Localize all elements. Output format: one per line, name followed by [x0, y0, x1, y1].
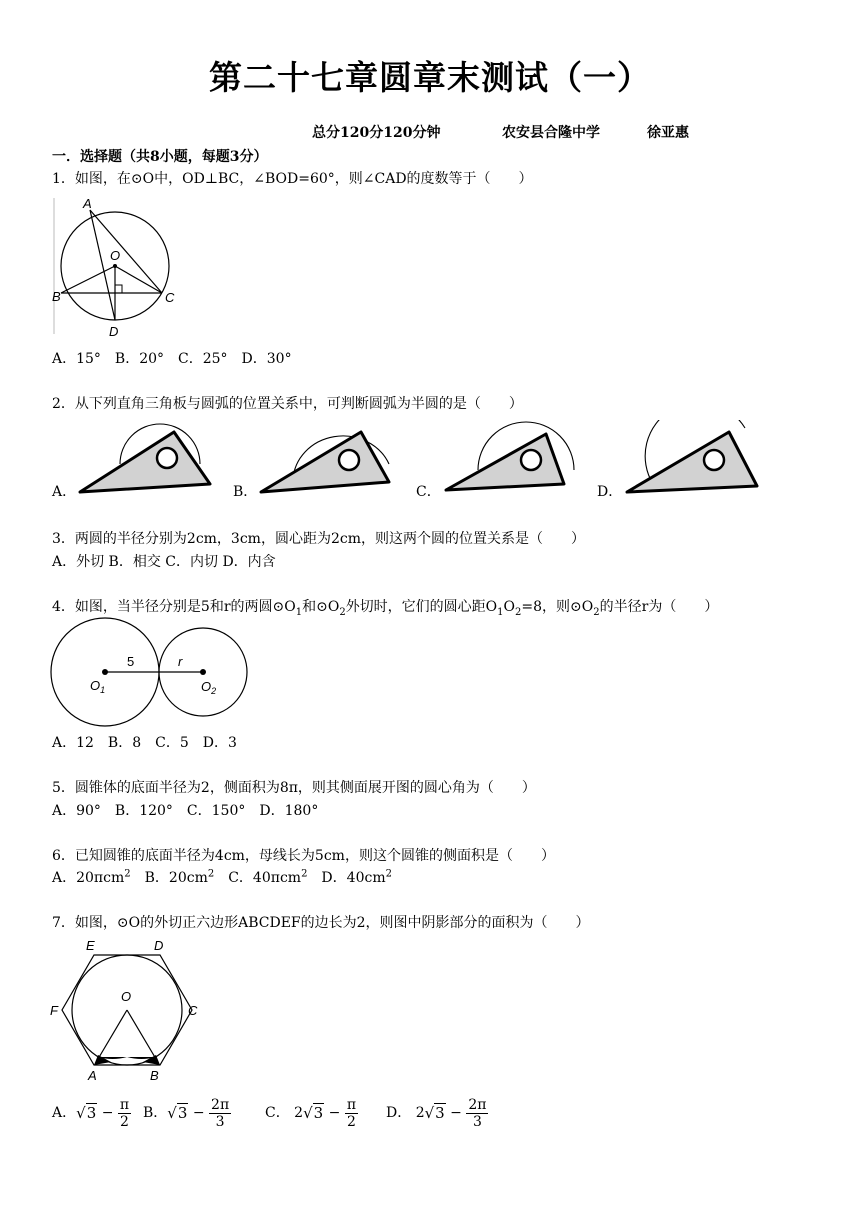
q7-label-f: F [50, 1003, 58, 1018]
q2-figure-d [617, 420, 767, 500]
total-score: 总分120分120分钟 [312, 125, 441, 141]
q2-figure-b [253, 420, 403, 500]
q4-label-5: 5 [127, 654, 135, 669]
q3-options: A．外切 B．相交 C．内切 D．内含 [52, 554, 276, 570]
q5-options: A．90° B．120° C．150° D．180° [52, 803, 319, 819]
q2-figure-a [72, 420, 222, 500]
q4-label-r: r [178, 654, 183, 669]
q1-label-o: O [110, 248, 121, 263]
q2-figure-c [436, 410, 586, 500]
q7-label-e: E [86, 938, 95, 953]
author-name: 徐亚惠 [647, 125, 689, 141]
q7-option-a[interactable]: A．√3 − $\frac{\pi}{2}$ [52, 1096, 130, 1130]
q7-label-d: D [154, 938, 164, 953]
q7-option-b[interactable]: B．√3 − $\frac{2\pi}{3}$ [143, 1096, 230, 1130]
q7-label-o: O [121, 989, 132, 1004]
q4-label-o2: $O_2$ [201, 679, 217, 696]
q1-label-b: B [52, 289, 61, 304]
q1-options: A．15° B．20° C．25° D．30° [52, 351, 292, 367]
q7-option-d[interactable]: D． 2√3 − $\frac{2\pi}{3}$ [386, 1096, 487, 1130]
q7-stem: 7．如图，⊙O的外切正六边形ABCDEF的边长为2，则图中阴影部分的面积为（ ） [52, 915, 590, 931]
section-heading: 一．选择题（共8小题，每题3分） [52, 149, 268, 165]
q7-label-a: A [88, 1068, 97, 1083]
q2-option-d[interactable]: D． [597, 484, 623, 500]
q3-stem: 3．两圆的半径分别为2cm，3cm，圆心距为2cm，则这两个圆的位置关系是（ ） [52, 531, 585, 547]
q4-options: A．12 B．8 C．5 D．3 [52, 735, 237, 751]
q1-label-c: C [165, 290, 175, 305]
q7-hexagon-figure [48, 935, 208, 1083]
q1-stem: 1．如图，在⊙O中，OD⊥BC，∠BOD=60°，则∠CAD的度数等于（ ） [52, 171, 533, 187]
q1-label-d: D [109, 324, 119, 339]
q7-label-c: C [188, 1003, 198, 1018]
q4-label-o1: $O_1$ [90, 678, 106, 695]
q7-option-c[interactable]: C． 2√3 − $\frac{\pi}{2}$ [265, 1096, 357, 1130]
q2-stem: 2．从下列直角三角板与圆弧的位置关系中，可判断圆弧为半圆的是（ ） [52, 396, 523, 412]
q1-label-a: A [83, 196, 92, 211]
q2-option-c[interactable]: C． [416, 484, 441, 500]
q6-stem: 6．已知圆锥的底面半径为4cm，母线长为5cm，则这个圆锥的侧面积是（ ） [52, 848, 555, 864]
q6-options: A．20πcm$^2$ B．$20cm^2$ C．40πcm$^2$ D．$40cm^2$ [52, 868, 392, 886]
school-name: 农安县合隆中学 [502, 125, 600, 141]
q4-stem: 4．如图，当半径分别是5和r的两圆$⊙O_1$和$⊙O_2$外切时，它们的圆心距$O_1O_2=8$，则$⊙O_2$的半径r为（ ） [52, 599, 719, 618]
page-title: 第二十七章圆章末测试（一） [209, 58, 651, 97]
q5-stem: 5．圆锥体的底面半径为2，侧面积为8π，则其侧面展开图的圆心角为（ ） [52, 780, 536, 796]
q2-option-a[interactable]: A． [52, 484, 77, 500]
q4-circles-figure [50, 615, 250, 730]
q1-circle-figure [50, 192, 180, 340]
q7-label-b: B [150, 1068, 159, 1083]
q2-option-b[interactable]: B． [233, 484, 258, 500]
